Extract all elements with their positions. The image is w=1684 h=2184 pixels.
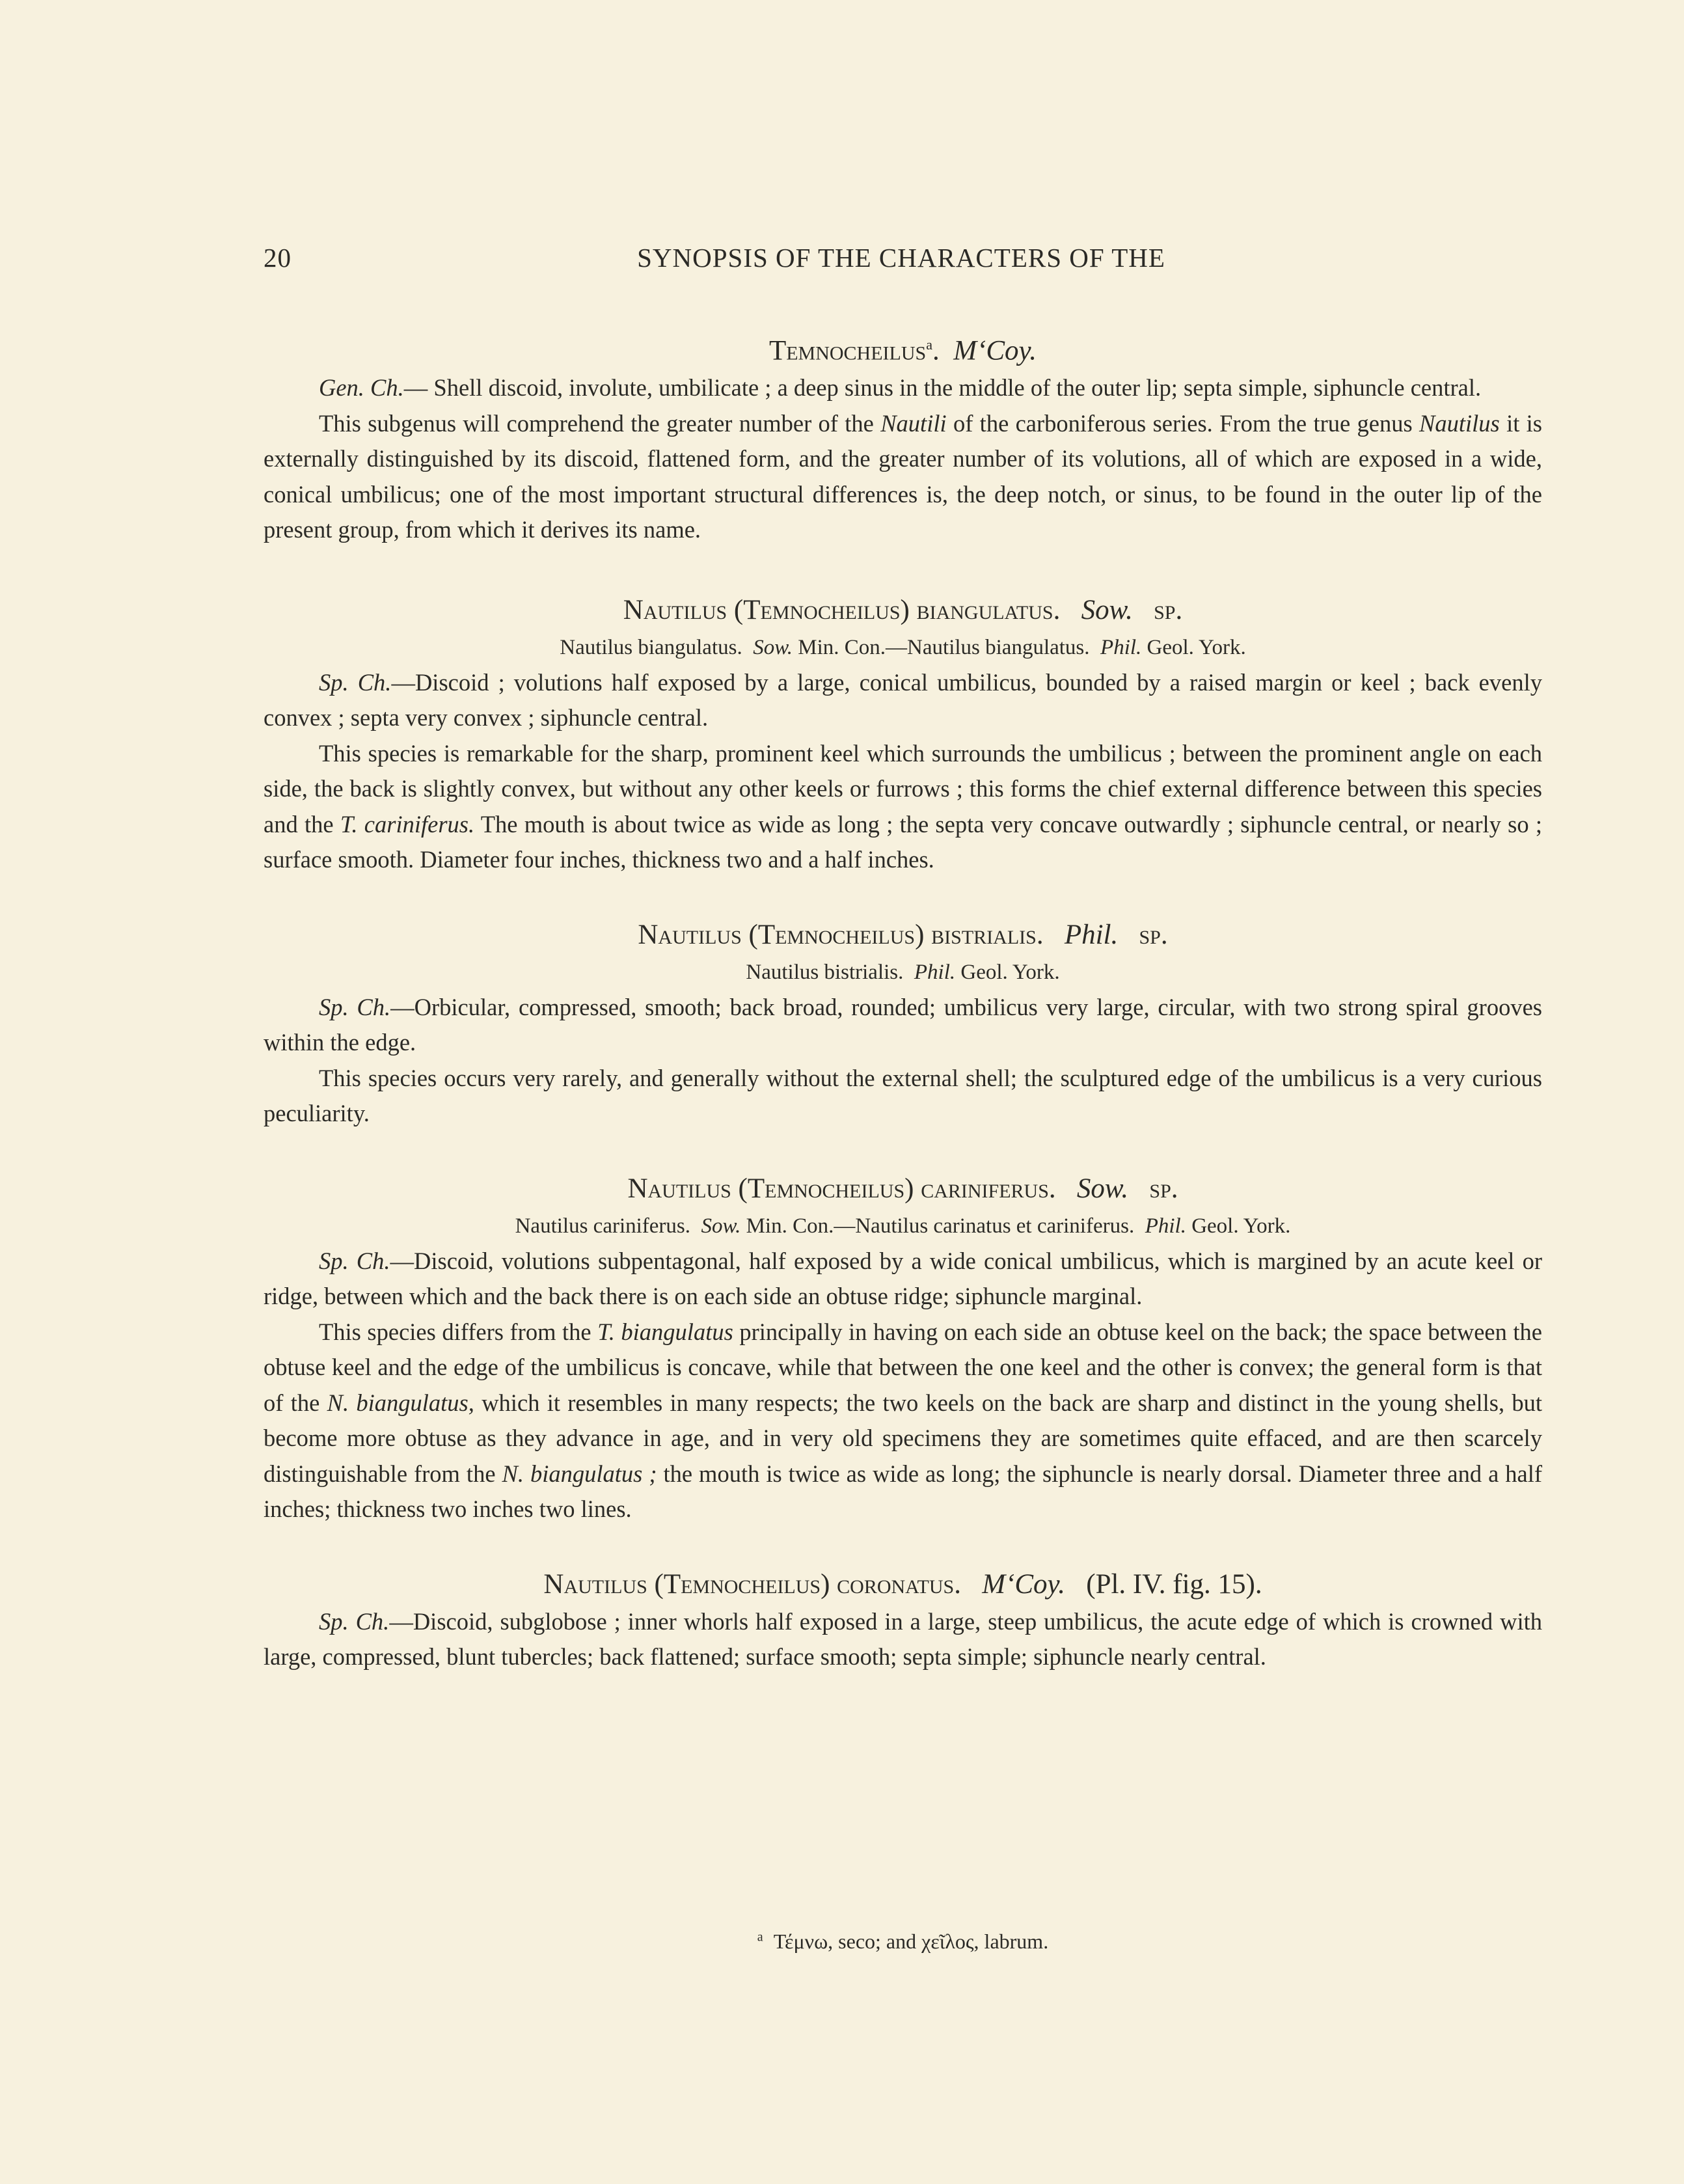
- synonym-author: Sow.: [701, 1214, 741, 1238]
- running-title: SYNOPSIS OF THE CHARACTERS OF THE: [637, 243, 1165, 273]
- species-suffix: sp.: [1139, 919, 1168, 950]
- species-author: Sow.: [1076, 1173, 1129, 1204]
- footnote-marker: a: [926, 336, 932, 353]
- desc-part: which it resembles in many respects; the two keels on the back are sharp and distinct in the young shells, but become more obtuse as they advance in age, and in very old specimens they are sometimes quite effaced, and are then scarcely distinguishable from the: [264, 1389, 1543, 1487]
- genus-desc-part: it is externally distinguished by its discoid, flattened form, and the greater number of its volutions, all of which are exposed in a wide, conical umbilicus; one of the most important structural differences is, the deep notch, or sinus, to be found in the outer lip of the present group, from which it derives its name.: [264, 409, 1543, 543]
- desc-italic: T. biangulatus: [597, 1318, 733, 1345]
- synonym-text: Geol. York.: [1191, 1214, 1291, 1238]
- footnote: [264, 1930, 1542, 1954]
- sp-ch-label: Sp. Ch.: [319, 993, 391, 1020]
- genus-desc-part: of the carboniferous series. From the true genus: [953, 409, 1413, 437]
- desc-part: the mouth is twice as wide as long; the siphuncle is nearly dorsal. Diameter three and a half inches; thickness two inches two lines.: [264, 1460, 1542, 1523]
- species-characters-biangulatus: [264, 665, 1542, 736]
- species-name: Nautilus (Temnocheilus) coronatus.: [543, 1568, 961, 1600]
- species-heading-biangulatus: [264, 591, 1542, 630]
- synonym-text: Geol. York.: [1147, 635, 1246, 659]
- species-suffix: sp.: [1154, 594, 1183, 625]
- species-name: Nautilus (Temnocheilus) biangulatus.: [623, 594, 1061, 625]
- desc-part: The mouth is about twice as wide as long ; the septa very concave outwardly ; siphuncle central, or nearly so ; surface smooth. Diameter four inches, thickness two and a half inches.: [264, 810, 1543, 873]
- species-suffix: sp.: [1149, 1173, 1178, 1204]
- genus-description: [264, 406, 1542, 548]
- sp-ch-text: —Orbicular, compressed, smooth; back broad, rounded; umbilicus very large, circular, with two strong spiral grooves within the edge.: [264, 993, 1542, 1056]
- main-text: [264, 325, 1542, 1675]
- species-heading-coronatus: [264, 1565, 1542, 1604]
- sp-ch-text: —Discoid ; volutions half exposed by a large, conical umbilicus, bounded by a raised margin or keel ; back evenly convex ; septa very convex ; siphuncle central.: [264, 668, 1542, 731]
- species-description-biangulatus: [264, 736, 1542, 878]
- species-author: Sow.: [1081, 594, 1133, 625]
- species-characters-bistrialis: [264, 990, 1542, 1061]
- synonymy-cariniferus: [264, 1208, 1542, 1244]
- species-author: Phil.: [1064, 919, 1119, 950]
- species-description-cariniferus: [264, 1315, 1542, 1527]
- sp-ch-text: —Discoid, subglobose ; inner whorls half exposed in a large, steep umbilicus, the acute edge of which is crowned with large, compressed, blunt tubercles; back flattened; surface smooth; septa simple; siphuncle nearly central.: [264, 1607, 1542, 1671]
- synonym-text: Min. Con.—Nautilus biangulatus.: [798, 635, 1090, 659]
- desc-part: This species is remarkable for the sharp, prominent keel which surrounds the umbilicus ; between the prominent angle on each side, the back is slightly convex, but without any other keels or furrows ; this forms the chief external difference between this species and the: [264, 739, 1542, 838]
- sp-ch-label: Sp. Ch.: [319, 1247, 390, 1274]
- desc-italic: N. biangulatus,: [327, 1389, 474, 1416]
- genus-heading: Temnocheilus$^a$. M‘Coy.: [768, 335, 1037, 366]
- species-characters-cariniferus: [264, 1244, 1542, 1315]
- synonym-text: Nautilus biangulatus.: [560, 635, 742, 659]
- species-heading-bistrialis: [264, 916, 1542, 955]
- genus-name: Temnocheilus: [768, 335, 927, 366]
- species-name: Nautilus (Temnocheilus) cariniferus.: [627, 1173, 1056, 1204]
- desc-part: This species differs from the: [319, 1318, 591, 1345]
- desc-part: principally in having on each side an obtuse keel on the back; the space between the obtuse keel and the edge of the umbilicus is concave, while that between the one keel and the other is convex; the general form is that of the: [264, 1318, 1543, 1416]
- footnote-text: Τέμνω, seco; and χεῖλος, labrum.: [773, 1930, 1049, 1953]
- gen-ch-text: — Shell discoid, involute, umbilicate ; a deep sinus in the middle of the outer lip; septa simple, siphuncle central.: [403, 374, 1482, 402]
- genus-characters: [264, 370, 1542, 406]
- sp-ch-label: Sp. Ch.: [319, 1607, 390, 1635]
- synonym-author: Sow.: [753, 635, 793, 659]
- genus-author: M‘Coy.: [953, 335, 1037, 366]
- species-heading-cariniferus: [264, 1169, 1542, 1208]
- gen-ch-label: Gen. Ch.: [319, 374, 404, 402]
- genus-desc-italic: Nautili: [880, 409, 947, 437]
- synonym-text: Nautilus cariniferus.: [515, 1214, 691, 1238]
- species-description-bistrialis: This species occurs very rarely, and generally without the external shell; the sculptured edge of the umbilicus is a very curious peculiarity.: [264, 1064, 1542, 1127]
- synonym-author: Phil.: [1100, 635, 1142, 659]
- sp-ch-text: —Discoid, volutions subpentagonal, half exposed by a wide conical umbilicus, which is margined by an acute keel or ridge, between which and the back there is on each side an obtuse ridge; siphuncle marginal.: [264, 1247, 1542, 1310]
- desc-italic: N. biangulatus ;: [502, 1460, 657, 1487]
- footnote-marker: a: [757, 1930, 763, 1945]
- synonym-text: Geol. York.: [960, 960, 1060, 984]
- sp-ch-label: Sp. Ch.: [319, 668, 392, 696]
- species-characters-coronatus: [264, 1604, 1542, 1675]
- synonym-text: Nautilus bistrialis.: [746, 960, 904, 984]
- synonym-author: Phil.: [1145, 1214, 1186, 1238]
- desc-italic: T. cariniferus.: [340, 810, 475, 838]
- species-author: M‘Coy.: [982, 1568, 1065, 1600]
- synonym-author: Phil.: [914, 960, 956, 984]
- synonym-text: Min. Con.—Nautilus carinatus et cariniferus.: [746, 1214, 1135, 1238]
- species-name: Nautilus (Temnocheilus) bistrialis.: [638, 919, 1044, 950]
- genus-desc-part: This subgenus will comprehend the greater number of the: [319, 409, 874, 437]
- synonymy-biangulatus: [264, 630, 1542, 665]
- synonymy-bistrialis: [264, 955, 1542, 990]
- page-number: 20: [264, 243, 292, 273]
- genus-desc-italic: Nautilus: [1419, 409, 1500, 437]
- plate-reference: (Pl. IV. fig. 15).: [1086, 1568, 1262, 1600]
